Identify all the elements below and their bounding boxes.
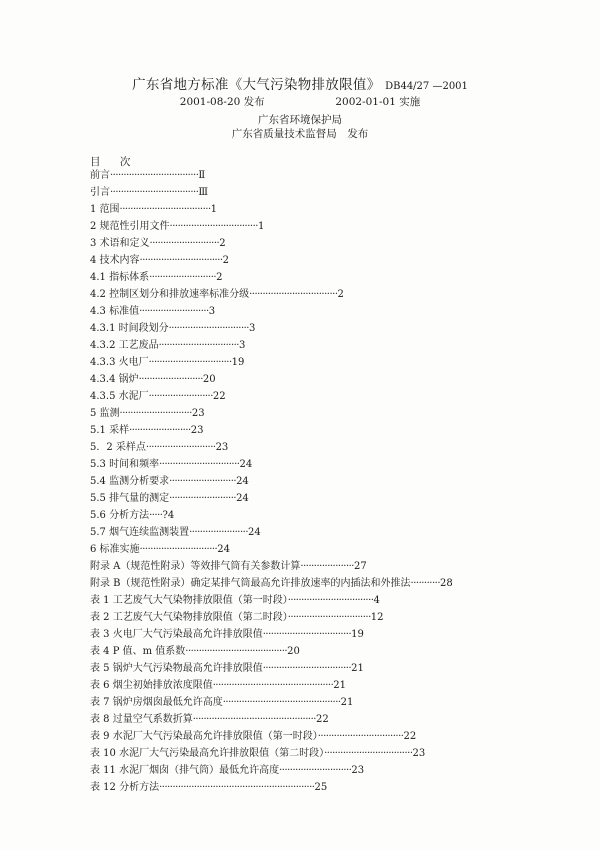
toc-entry[interactable] <box>90 184 570 201</box>
toc-entry-page: 23 <box>190 425 204 436</box>
toc-entry-label: 附录 B（规范性附录）确定某排气筒最高允许排放速率的内插法和外推法 <box>90 578 411 589</box>
toc-entry-label: 前言 <box>90 170 110 181</box>
toc-leader-dots: ·························· <box>145 442 216 453</box>
issuer-line-1: 广东省环境保护局 <box>258 114 342 126</box>
table-of-contents <box>90 167 570 796</box>
toc-entry[interactable] <box>90 575 570 592</box>
toc-entry-label: 4.3.2 工艺废品 <box>90 340 159 351</box>
toc-entry-page: Ⅲ <box>198 187 209 198</box>
toc-leader-dots: ································ <box>317 731 404 742</box>
toc-entry-label: 表 11 水泥厂烟囱（排气筒）最低允许高度 <box>90 765 280 776</box>
toc-entry-page: Ⅱ <box>198 170 206 181</box>
toc-entry-label: 表 6 烟尘初始排放浓度限值 <box>90 680 213 691</box>
toc-leader-dots: ···················· <box>300 561 354 572</box>
toc-entry-page: ?4 <box>162 510 175 521</box>
toc-leader-dots: ·························································· <box>159 782 315 793</box>
issuer-line-2: 广东省质量技术监督局 发布 <box>231 128 369 140</box>
toc-entry-page: 23 <box>412 748 426 759</box>
toc-entry-label: 表 1 工艺废气大气染物排放限值（第一时段） <box>90 595 288 606</box>
date-line <box>0 94 600 109</box>
toc-leader-dots: ······························· <box>148 357 232 368</box>
toc-entry[interactable] <box>90 320 570 337</box>
toc-entry-label: 表 8 过量空气系数折算 <box>90 714 193 725</box>
toc-entry[interactable] <box>90 371 570 388</box>
toc-entry-label: 4.2 控制区划分和排放速率标准分级 <box>90 289 250 300</box>
toc-leader-dots: ························· <box>169 493 237 504</box>
toc-entry-label: 2 规范性引用文件 <box>90 221 170 232</box>
toc-entry-label: 4.3.5 水泥厂 <box>90 391 149 402</box>
toc-entry[interactable] <box>90 337 570 354</box>
toc-leader-dots: ············································· <box>212 680 334 691</box>
toc-entry[interactable] <box>90 303 570 320</box>
standard-code: DB44/27 —2001 <box>385 81 468 92</box>
toc-entry-page: 21 <box>351 663 364 674</box>
effective-date: 2002-01-01 实施 <box>335 96 421 108</box>
toc-leader-dots: ·························· <box>139 306 209 317</box>
toc-entry-page: 22 <box>212 391 226 402</box>
toc-leader-dots: ······························· <box>139 255 223 266</box>
toc-entry[interactable] <box>90 643 570 660</box>
toc-entry[interactable] <box>90 507 570 524</box>
toc-entry-page: 23 <box>215 442 229 453</box>
toc-entry[interactable] <box>90 439 570 456</box>
toc-entry-page: 3 <box>208 306 216 317</box>
toc-entry-label: 引言 <box>90 187 110 198</box>
toc-entry[interactable] <box>90 592 570 609</box>
toc-leader-dots: ············································ <box>222 697 341 708</box>
toc-leader-dots: ································· <box>249 289 338 300</box>
toc-entry-page: 20 <box>287 646 300 657</box>
toc-leader-dots: ·············································· <box>192 714 316 725</box>
toc-entry-page: 24 <box>236 493 249 504</box>
toc-leader-dots: ································· <box>262 663 352 674</box>
toc-leader-dots: ······························ <box>168 323 249 334</box>
toc-entry-label: 表 10 水泥厂大气污染最高允许排放限值（第二时段） <box>90 748 325 759</box>
toc-entry-page: 22 <box>315 714 329 725</box>
toc-entry-page: 20 <box>202 374 216 385</box>
toc-heading: 目 次 <box>90 156 139 168</box>
toc-entry[interactable] <box>90 286 570 303</box>
toc-leader-dots: ··························· <box>279 765 352 776</box>
toc-entry[interactable] <box>90 388 570 405</box>
toc-leader-dots: ························· <box>149 272 217 283</box>
toc-entry[interactable] <box>90 269 570 286</box>
toc-leader-dots: ·························· <box>149 238 220 249</box>
title-text: 广东省地方标准《大气污染物排放限值》 <box>132 77 381 93</box>
toc-entry-label: 6 标准实施 <box>90 544 140 555</box>
toc-leader-dots: ························ <box>138 374 203 385</box>
toc-entry[interactable] <box>90 745 570 762</box>
toc-entry-label: 3 术语和定义 <box>90 238 150 249</box>
toc-entry-page: 23 <box>191 408 205 419</box>
toc-entry[interactable] <box>90 218 570 235</box>
toc-leader-dots: ······················· <box>129 425 191 436</box>
toc-entry-page: 24 <box>236 476 249 487</box>
toc-entry-label: 4.3.3 火电厂 <box>90 357 149 368</box>
toc-entry-page: 3 <box>239 340 246 351</box>
toc-entry[interactable] <box>90 354 570 371</box>
toc-leader-dots: ··························· <box>119 408 192 419</box>
toc-leader-dots: ································· <box>169 221 258 232</box>
toc-leader-dots: ······································ <box>185 646 288 657</box>
toc-entry-label: 5.5 排气量的测定 <box>90 493 170 504</box>
toc-entry-label: 附录 A（规范性附录）等效排气筒有关参数计算 <box>90 561 301 572</box>
toc-entry-label: 1 范围 <box>90 204 120 215</box>
toc-entry-page: 21 <box>340 697 354 708</box>
document-title <box>0 73 600 93</box>
toc-entry-label: 5．2 采样点 <box>90 442 146 453</box>
toc-entry[interactable] <box>90 490 570 507</box>
toc-entry-label: 5.6 分析方法 <box>90 510 150 521</box>
toc-entry[interactable] <box>90 456 570 473</box>
toc-entry[interactable] <box>90 541 570 558</box>
toc-entry-page: 25 <box>314 782 328 793</box>
toc-entry[interactable] <box>90 422 570 439</box>
toc-entry-page: 2 <box>222 255 229 266</box>
publish-date: 2001-08-20 发布 <box>179 96 265 108</box>
toc-entry-page: 24 <box>217 544 230 555</box>
toc-leader-dots: ························· <box>169 476 237 487</box>
toc-entry-page: 19 <box>351 629 364 640</box>
toc-leader-dots: ························ <box>148 391 213 402</box>
toc-leader-dots: ······························ <box>158 340 239 351</box>
toc-entry-page: 4 <box>373 595 380 606</box>
toc-leader-dots: ································· <box>324 748 413 759</box>
toc-entry[interactable] <box>90 711 570 728</box>
toc-entry[interactable] <box>90 235 570 252</box>
toc-entry-label: 表 3 火电厂大气污染最高允许排放限值 <box>90 629 263 640</box>
toc-entry-page: 2 <box>219 238 226 249</box>
toc-entry[interactable] <box>90 252 570 269</box>
toc-entry-label: 4.1 指标体系 <box>90 272 150 283</box>
toc-leader-dots: ····· <box>149 510 163 521</box>
toc-entry-label: 5 监测 <box>90 408 120 419</box>
toc-leader-dots: ································ <box>287 595 374 606</box>
toc-entry[interactable] <box>90 201 570 218</box>
toc-leader-dots: ······························· <box>287 612 371 623</box>
toc-entry[interactable] <box>90 626 570 643</box>
toc-entry-label: 5.1 采样 <box>90 425 130 436</box>
toc-entry[interactable] <box>90 473 570 490</box>
toc-entry[interactable] <box>90 524 570 541</box>
toc-entry-page: 19 <box>231 357 245 368</box>
toc-entry-label: 5.3 时间和频率 <box>90 459 160 470</box>
toc-entry-label: 4.3 标准值 <box>90 306 140 317</box>
toc-entry-page: 22 <box>403 731 417 742</box>
toc-entry-page: 28 <box>440 578 453 589</box>
toc-entry-label: 4 技术内容 <box>90 255 140 266</box>
toc-entry-label: 表 9 水泥厂大气污染最高允许排放限值（第一时段） <box>90 731 318 742</box>
toc-entry-page: 24 <box>239 459 253 470</box>
toc-leader-dots: ······················ <box>189 527 249 538</box>
toc-entry-page: 2 <box>337 289 344 300</box>
toc-entry-page: 23 <box>351 765 365 776</box>
toc-entry[interactable] <box>90 762 570 779</box>
toc-entry-page: 2 <box>216 272 223 283</box>
toc-entry-label: 4.3.1 时间段划分 <box>90 323 169 334</box>
toc-entry[interactable] <box>90 167 570 184</box>
toc-entry-label: 4.3.4 锅炉 <box>90 374 139 385</box>
toc-entry[interactable] <box>90 694 570 711</box>
toc-entry[interactable] <box>90 405 570 422</box>
toc-entry-page: 21 <box>333 680 347 691</box>
toc-leader-dots: ································· <box>110 187 199 198</box>
toc-leader-dots: ·································· <box>119 204 211 215</box>
toc-entry-label: 表 4 P 值、m 值系数 <box>90 646 186 657</box>
toc-entry-label: 表 2 工艺废气大气染物排放限值（第二时段） <box>90 612 288 623</box>
toc-entry-label: 表 12 分析方法 <box>90 782 160 793</box>
toc-entry[interactable] <box>90 558 570 575</box>
toc-entry[interactable] <box>90 779 570 796</box>
toc-leader-dots: ····························· <box>139 544 218 555</box>
toc-leader-dots: ······························ <box>159 459 240 470</box>
toc-entry[interactable] <box>90 609 570 626</box>
toc-entry-label: 表 5 锅炉大气污染物最高允许排放限值 <box>90 663 263 674</box>
toc-entry-page: 27 <box>353 561 367 572</box>
toc-entry-label: 5.7 烟气连续监测装置 <box>90 527 190 538</box>
toc-entry-page: 3 <box>249 323 256 334</box>
toc-entry-page: 1 <box>257 221 265 232</box>
toc-entry[interactable] <box>90 677 570 694</box>
toc-leader-dots: ································· <box>262 629 352 640</box>
toc-entry-label: 表 7 锅炉房烟囱最低允许高度 <box>90 697 223 708</box>
toc-leader-dots: ································· <box>110 170 199 181</box>
toc-entry[interactable] <box>90 660 570 677</box>
toc-entry-page: 12 <box>370 612 384 623</box>
toc-entry-page: 24 <box>248 527 261 538</box>
toc-entry[interactable] <box>90 728 570 745</box>
toc-entry-label: 5.4 监测分析要求 <box>90 476 170 487</box>
toc-leader-dots: ··········· <box>410 578 440 589</box>
toc-entry-page: 1 <box>210 204 217 215</box>
